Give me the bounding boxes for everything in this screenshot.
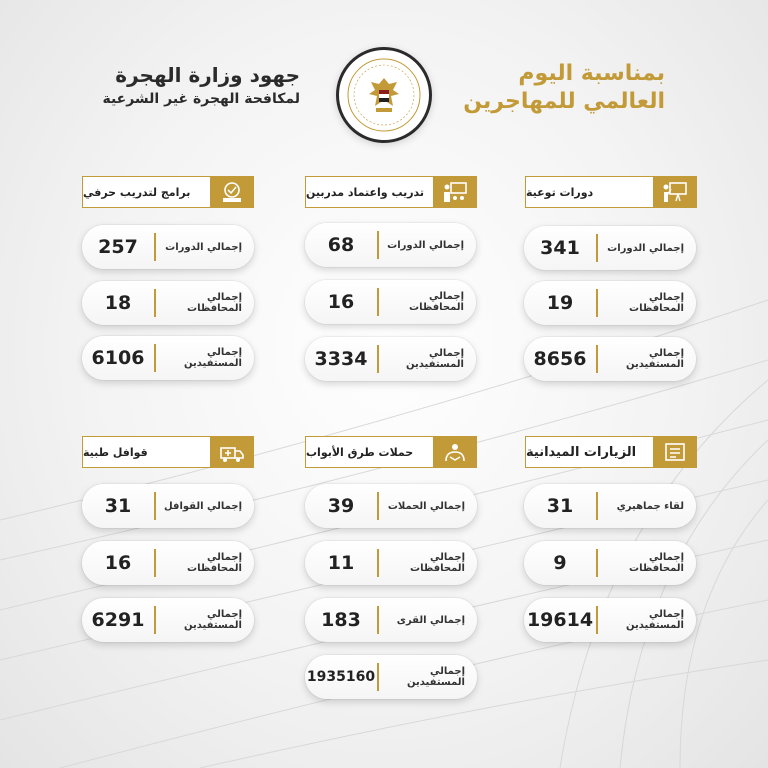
stat-label: إجمالي المستفيدين <box>406 348 464 370</box>
stat-label: إجمالي المحافظات <box>410 552 465 574</box>
stat-label: إجمالي الدورات <box>165 241 242 253</box>
main-subtitle: لمكافحة الهجرة غير الشرعية <box>102 91 300 107</box>
stat-label: إجمالي المحافظات <box>629 292 684 314</box>
stat-label: إجمالي الدورات <box>607 242 684 254</box>
presentation-board-icon <box>653 176 697 208</box>
stat-pill <box>524 337 696 381</box>
stat-pill <box>82 225 254 269</box>
stat-pill <box>305 484 477 528</box>
stat-label: إجمالي المحافظات <box>629 552 684 574</box>
stat-pill <box>305 337 476 381</box>
stat-value: 8656 <box>533 348 587 370</box>
stat-label: إجمالي المستفيدين <box>626 609 684 631</box>
section-header-trainer-accreditation <box>305 176 477 208</box>
section-header-awareness-courses <box>525 176 697 208</box>
stat-pill <box>305 655 477 699</box>
stat-label: إجمالي المستفيدين <box>626 348 684 370</box>
stat-value: 11 <box>327 552 355 574</box>
ministry-logo <box>336 47 432 143</box>
stat-pill <box>524 541 696 585</box>
occasion-line-1: بمناسبة اليوم <box>518 61 665 86</box>
header-occasion <box>455 60 665 116</box>
stat-value: 257 <box>98 236 138 258</box>
section-title: الزيارات الميدانية <box>525 436 653 468</box>
medical-convoy-icon <box>210 436 254 468</box>
main-title: جهود وزارة الهجرة <box>115 63 300 87</box>
stat-value: 16 <box>327 291 355 313</box>
stat-value: 9 <box>553 552 567 574</box>
stat-pill <box>524 226 696 270</box>
header-ministry-title <box>80 62 300 110</box>
stat-label: إجمالي المحافظات <box>409 291 464 313</box>
stat-value: 31 <box>104 495 132 517</box>
section-title: حملات طرق الأبواب <box>305 436 433 468</box>
stat-pill <box>305 223 476 267</box>
egypt-eagle-emblem-icon <box>339 50 429 140</box>
stat-value: 183 <box>321 609 361 631</box>
section-title: قوافل طبية <box>82 436 210 468</box>
stat-label: إجمالي المستفيدين <box>184 609 242 631</box>
stat-value: 16 <box>104 552 132 574</box>
section-header-door-campaigns <box>305 436 477 468</box>
trainer-icon <box>433 176 477 208</box>
stat-value: 68 <box>327 234 355 256</box>
stat-value: 19 <box>546 292 574 314</box>
stat-pill <box>82 598 254 642</box>
door-campaign-icon <box>433 436 477 468</box>
stat-pill <box>524 484 696 528</box>
stat-label: إجمالي الحملات <box>387 500 465 512</box>
stat-value: 19614 <box>526 609 594 631</box>
stat-value: 1935160 <box>306 669 376 685</box>
stat-value: 6106 <box>91 347 145 369</box>
stat-pill <box>82 541 254 585</box>
stat-value: 341 <box>540 237 580 259</box>
section-header-medical-convoys <box>82 436 254 468</box>
stat-label: إجمالي المستفيدين <box>407 666 465 688</box>
stat-value: 6291 <box>91 609 145 631</box>
stat-label: إجمالي القرى <box>396 614 465 626</box>
section-title: برامج لتدريب حرفي <box>82 176 210 208</box>
stat-pill <box>82 336 254 380</box>
stat-label: إجمالي القوافل <box>164 500 242 512</box>
stat-value: 18 <box>104 292 132 314</box>
stat-value: 3334 <box>314 348 368 370</box>
section-title: دورات توعية <box>525 176 653 208</box>
stat-pill <box>305 541 477 585</box>
stat-label: إجمالي المستفيدين <box>184 347 242 369</box>
stat-pill <box>82 484 254 528</box>
stat-label: لقاء جماهيري <box>616 500 684 512</box>
section-title: تدريب واعتماد مدربين <box>305 176 433 208</box>
stat-pill <box>524 281 696 325</box>
section-header-vocational-training <box>82 176 254 208</box>
stat-pill <box>524 598 696 642</box>
stat-pill <box>82 281 254 325</box>
stat-pill <box>305 598 477 642</box>
stat-value: 39 <box>327 495 355 517</box>
stat-label: إجمالي الدورات <box>387 239 464 251</box>
stat-value: 31 <box>546 495 574 517</box>
skills-badge-icon <box>210 176 254 208</box>
stat-label: إجمالي المحافظات <box>187 552 242 574</box>
section-header-field-visits <box>525 436 697 468</box>
stat-label: إجمالي المحافظات <box>187 292 242 314</box>
stat-pill <box>305 280 476 324</box>
field-visit-icon <box>653 436 697 468</box>
occasion-line-2: العالمي للمهاجرين <box>463 89 665 114</box>
